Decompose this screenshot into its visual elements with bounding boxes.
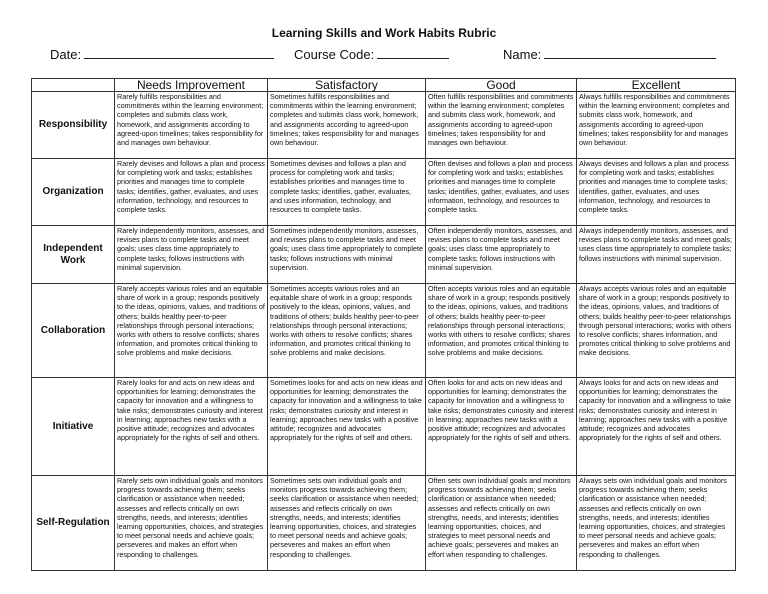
rubric-cell: Rarely fulfills responsibilities and commitments within the learning environment; completes and submits class work, homework, and assignments according to agreed-upon timelines; takes responsibility for and manages own behaviour. bbox=[115, 92, 268, 159]
table-row bbox=[32, 159, 736, 226]
criterion-label: Responsibility bbox=[32, 92, 115, 159]
table-row bbox=[32, 92, 736, 159]
rubric-cell: Sometimes devises and follows a plan and process for completing work and tasks; establishes priorities and manages time to complete tasks; identifies, gather, evaluates, and uses information, technology, and resources to complete tasks. bbox=[268, 159, 426, 226]
name-blank[interactable] bbox=[544, 57, 716, 59]
rubric-cell: Often devises and follows a plan and process for completing work and tasks; establishes priorities and manages time to complete tasks; identifies, gather, evaluates, and uses information, technology, and resources to complete tasks. bbox=[426, 159, 577, 226]
rubric-cell: Sometimes looks for and acts on new ideas and opportunities for learning; demonstrates the capacity for innovation and a willingness to take risks; demonstrates curiosity and interest in learning; approaches new tasks with a positive attitude; recognizes and advocates appropriately for the rights of self and others. bbox=[268, 378, 426, 476]
rubric-cell: Often fulfills responsibilities and commitments within the learning environment; completes and submits class work, homework, and assignments according to agreed-upon timelines; takes responsibility for and manages own behaviour. bbox=[426, 92, 577, 159]
rubric-cell: Always independently monitors, assesses, and revises plans to complete tasks and meet goals; uses class time appropriately to complete tasks; follows instructions with minimal supervision. bbox=[577, 226, 736, 284]
criterion-label: Self-Regulation bbox=[32, 476, 115, 571]
rubric-table bbox=[31, 78, 736, 571]
name-field[interactable] bbox=[503, 47, 716, 62]
date-label: Date: bbox=[50, 47, 82, 62]
column-header: Satisfactory bbox=[268, 79, 426, 92]
rubric-cell: Always looks for and acts on new ideas and opportunities for learning; demonstrates the capacity for innovation and a willingness to take risks; demonstrates curiosity and interest in learning; approaches new tasks with a positive attitude; recognizes and advocates appropriately for the rights of self and others. bbox=[577, 378, 736, 476]
column-header: Good bbox=[426, 79, 577, 92]
criterion-label: Collaboration bbox=[32, 284, 115, 378]
rubric-cell: Always sets own individual goals and monitors progress towards achieving them; seeks clarification or assistance when needed; assesses and reflects critically on own strengths, needs, and interests; identifies learning opportunities, choices, and strategies to meet personal needs and achieve goals; perseveres and makes an effort when responding to challenges. bbox=[577, 476, 736, 571]
course-code-field[interactable] bbox=[294, 47, 449, 62]
date-blank[interactable] bbox=[84, 57, 274, 59]
table-row bbox=[32, 284, 736, 378]
date-field[interactable] bbox=[50, 47, 274, 62]
rubric-cell: Rarely devises and follows a plan and process for completing work and tasks; establishes priorities and manages time to complete tasks; identifies, gather, evaluates, and uses information, technology, and resources to complete tasks. bbox=[115, 159, 268, 226]
table-row bbox=[32, 378, 736, 476]
page-title: Learning Skills and Work Habits Rubric bbox=[271, 26, 497, 40]
rubric-cell: Always devises and follows a plan and process for completing work and tasks; establishes priorities and manages time to complete tasks; identifies, gather, evaluates, and uses information, technology, and resources to complete tasks. bbox=[577, 159, 736, 226]
table-row bbox=[32, 226, 736, 284]
rubric-cell: Sometimes fulfills responsibilities and commitments within the learning environment; completes and submits class work, homework, and assignments according to agreed-upon timelines; takes responsibility for and manages own behaviour. bbox=[268, 92, 426, 159]
header-row bbox=[32, 79, 736, 92]
rubric-cell: Rarely looks for and acts on new ideas and opportunities for learning; demonstrates the capacity for innovation and a willingness to take risks; demonstrates curiosity and interest in learning; approaches new tasks with a positive attitude; recognizes and advocates appropriately for the rights of self and others. bbox=[115, 378, 268, 476]
course-code-blank[interactable] bbox=[377, 57, 449, 59]
rubric-cell: Rarely accepts various roles and an equitable share of work in a group; responds positively to the ideas, opinions, values, and traditions of others; builds healthy peer-to-peer relationships through personal interactions; works with others to resolve conflicts; shares information, and promotes critical thinking to solve problems and make decisions. bbox=[115, 284, 268, 378]
rubric-cell: Often looks for and acts on new ideas and opportunities for learning; demonstrates the capacity for innovation and a willingness to take risks; demonstrates curiosity and interest in learning; approaches new tasks with a positive attitude; recognizes and advocates appropriately for the rights of self and others. bbox=[426, 378, 577, 476]
rubric-cell: Always fulfills responsibilities and commitments within the learning environment; completes and submits class work, homework, and assignments according to agreed-upon timelines; takes responsibility for and manages own behaviour. bbox=[577, 92, 736, 159]
corner-cell bbox=[32, 79, 115, 92]
rubric-cell: Sometimes accepts various roles and an equitable share of work in a group; responds positively to the ideas, opinions, values, and traditions of others; builds healthy peer-to-peer relationships through personal interactions; works with others to resolve conflicts; shares information, and promotes critical thinking to solve problems and make decisions. bbox=[268, 284, 426, 378]
rubric-cell: Often independently monitors, assesses, and revises plans to complete tasks and meet goals; uses class time appropriately to complete tasks; follows instructions with minimal supervision. bbox=[426, 226, 577, 284]
criterion-label: Independent Work bbox=[32, 226, 115, 284]
column-header: Excellent bbox=[577, 79, 736, 92]
rubric-cell: Sometimes sets own individual goals and monitors progress towards achieving them; seeks clarification or assistance when needed; assesses and reflects critically on own strengths, needs, and interests; identifies learning opportunities, choices, and strategies to meet personal needs and achieve goals; perseveres and makes an effort when responding to challenges. bbox=[268, 476, 426, 571]
criterion-label: Organization bbox=[32, 159, 115, 226]
course-code-label: Course Code: bbox=[294, 47, 375, 62]
column-header: Needs Improvement bbox=[115, 79, 268, 92]
rubric-cell: Often accepts various roles and an equitable share of work in a group; responds positively to the ideas, opinions, values, and traditions of others; builds healthy peer-to-peer relationships through personal interactions; works with others to resolve conflicts; shares information, and promotes critical thinking to solve problems and make decisions. bbox=[426, 284, 577, 378]
rubric-cell: Rarely sets own individual goals and monitors progress towards achieving them; seeks clarification or assistance when needed; assesses and reflects critically on own strengths, needs, and interests; identifies learning opportunities, choices, and strategies to meet personal needs and achieve goals; perseveres and makes an effort when responding to challenges. bbox=[115, 476, 268, 571]
rubric-cell: Rarely independently monitors, assesses, and revises plans to complete tasks and meet goals; uses class time appropriately to complete tasks; follows instructions with minimal supervision. bbox=[115, 226, 268, 284]
name-label: Name: bbox=[503, 47, 542, 62]
criterion-label: Initiative bbox=[32, 378, 115, 476]
table-row bbox=[32, 476, 736, 571]
rubric-cell: Often sets own individual goals and monitors progress towards achieving them; seeks clarification or assistance when needed; assesses and reflects critically on own strengths, needs, and interests; identifies learning opportunities, choices, and strategies to meet personal needs and achieve goals; perseveres and makes an effort when responding to challenges. bbox=[426, 476, 577, 571]
rubric-cell: Sometimes independently monitors, assesses, and revises plans to complete tasks and meet goals; uses class time appropriately to complete tasks; follows instructions with minimal supervision. bbox=[268, 226, 426, 284]
rubric-cell: Always accepts various roles and an equitable share of work in a group; responds positively to the ideas, opinions, values, and traditions of others; builds healthy peer-to-peer relationships through personal interactions; works with others to resolve conflicts; shares information, and promotes critical thinking to solve problems and make decisions. bbox=[577, 284, 736, 378]
